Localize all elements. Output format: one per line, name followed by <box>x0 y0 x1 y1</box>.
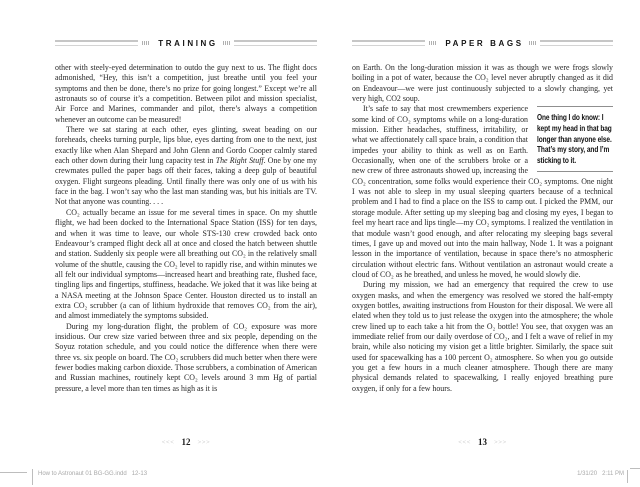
pager-prev-icon: <<< <box>161 439 175 446</box>
crop-mark <box>32 469 33 485</box>
body-paragraph: on Earth. On the long-duration mission it was as though we were frogs slowly boiling in a pot of water, because the CO₂ level never abruptly changed as it did on Endeavour—we were just continuously subjected to a slowly changing, yet very high, CO2 soup. <box>352 63 613 104</box>
pager-next-icon: >>> <box>197 439 211 446</box>
body-paragraph: other with steely-eyed determination to outdo the guy next to us. The flight docs admonished, “Hey, this isn’t a competition, just breathe until you feel your symptoms and then be done, there’s no prize for going longest.” Except we’re all astronauts so of course it’s a competition. Between pilot and mission specialist, Air Force and Marines, commander and pilot, there’s always a competition whenever an outcome can be measured! <box>55 63 317 124</box>
head-rule <box>234 40 317 46</box>
crop-mark <box>0 472 27 473</box>
page-number: 12 <box>181 437 191 447</box>
slug-timestamp: 1/31/20 2:11 PM <box>577 471 624 477</box>
chapter-title-left: TRAINING <box>158 38 218 48</box>
page-left <box>55 38 317 452</box>
page-text-left <box>55 63 317 394</box>
body-paragraph: One thing I do know: I kept my head in that bag longer than anyone else. That’s my story, and I’m sticking to it. It’s safe to say that most crewmembers experience some kind of CO₂ symptoms while on a long-duration mission. Either headaches, stuffiness, irritability, or what we affectionately call space brain, a condition that impedes your ability to think as well as on Earth. Occasionally, when one of the scrubbers broke or a new crew of three astronauts showed up, increasing the CO₂ concentration, some folks would experience their CO₂ symptoms. One night I was not able to sleep in my usual sleeping quarters because of a technical problem and I had to find a place on the ISS to camp out. I picked the PMM, our storage module. After setting up my sleeping bag and closing my eyes, I began to feel my heart race and lips tingle—my CO₂ symptoms. I realized the ventilation in that module wasn’t good enough, and after relocating my sleeping bags several times, I gave up and moved out into the main hallway, Node 1. It was a poignant lesson in the importance of ventilation, because in space there’s no atmospheric circulation without electric fans. Without ventilation an astronaut would create a cloud of CO₂ as he breathed, and unless he moved, he would slowly die. <box>352 104 613 279</box>
page-text-right <box>352 63 613 394</box>
body-paragraph: During my mission, we had an emergency that required the crew to use oxygen masks, and when the emergency was resolved we stored the half-empty oxygen bottles, awaiting instructions from Houston for their disposal. We were all elated when they told us to just release the oxygen into the atmosphere; the whole crew lined up to each take a hit from the O₂ bottle! You see, that oxygen was an immediate relief from our daily overdose of CO₂, and I felt a wave of relief in my brain, while also noticing my vision get a little brighter. Similarly, the space suit used for spacewalking has a 100 percent O₂ atmosphere. So when you go outside you get a few hours in a much cleaner atmosphere. Though there are many physical demands related to spacewalking, I really enjoyed breathing pure oxygen, if only for a few hours. <box>352 280 613 393</box>
pull-quote-text: One thing I do know: I kept my head in that bag longer than anyone else. That’s my story, and I’m sticking to it. <box>537 112 612 165</box>
slug-filename: How to Astronaut 01 BG-GG.indd 12-13 <box>38 471 148 477</box>
pager-prev-icon: <<< <box>458 439 471 446</box>
pager-next-icon: >>> <box>494 439 507 446</box>
head-ticks-icon <box>142 41 149 45</box>
body-paragraph: During my long-duration flight, the problem of CO₂ exposure was more insidious. Our crew size varied between three and six people, depending on the Soyuz rotation schedule, and you could notice the difference when there were three vs. six people on board. The CO₂ scrubbers did much better when there were fewer bodies making carbon dioxide. Those scrubbers, a combination of American and Russian machines, routinely kept CO₂ levels around 3 mm Hg of partial pressure, a level more than ten times as high as it is <box>55 321 317 393</box>
body-paragraph: There we sat staring at each other, eyes glinting, sweat beading on our foreheads, cheeks turning purple, lips blue, eyes darting from one to the next, just exactly like when Alan Shepard and John Glenn and Gordo Cooper calmly stared each other down during their lung capacity test in The Right Stuff. One by one my crewmates pulled the paper bags off their faces, taking a deep gulp of beautiful oxygen. Flight surgeons pleading. Until finally there was only one of us with his face in the bag. I won’t say who the last man standing was, but his initials are TV. Not that anyone was counting. . . . <box>55 125 317 207</box>
head-rule <box>55 40 138 46</box>
crop-mark <box>630 468 640 469</box>
head-ticks-icon <box>529 41 536 45</box>
head-ticks-icon <box>223 41 230 45</box>
head-rule <box>540 40 613 46</box>
running-head-left <box>55 38 317 48</box>
head-rule <box>352 40 425 46</box>
body-paragraph: CO₂ actually became an issue for me several times in space. On my shuttle flight, we had been docked to the International Space Station (ISS) for ten days, and when it was time to leave, our whole STS-130 crew crowded back onto Endeavour’s cramped flight deck all at once and closed the hatch between shuttle and station. Suddenly six people were all breathing out CO₂ in the relatively small volume of the shuttle, causing the CO₂ level to rapidly rise, and within minutes we all felt our individual symptoms—increased heart and breathing rate, flushed face, tingling lips and fingertips, stuffiness, headache. We joked that it was like being at a NASA meeting at the Johnson Space Center. Houston directed us to install an extra CO₂ scrubber (a can of lithium hydroxide that removes CO₂ from the air), and almost immediately the symptoms subsided. <box>55 207 317 321</box>
crop-mark <box>627 470 628 483</box>
pull-quote <box>537 106 613 172</box>
page-right <box>352 38 613 452</box>
page-number-left <box>55 432 317 450</box>
chapter-title-right: PAPER BAGS <box>445 38 524 48</box>
page-number-right <box>352 432 613 450</box>
page-number: 13 <box>478 437 487 447</box>
running-head-right <box>352 38 613 48</box>
head-ticks-icon <box>429 41 436 45</box>
